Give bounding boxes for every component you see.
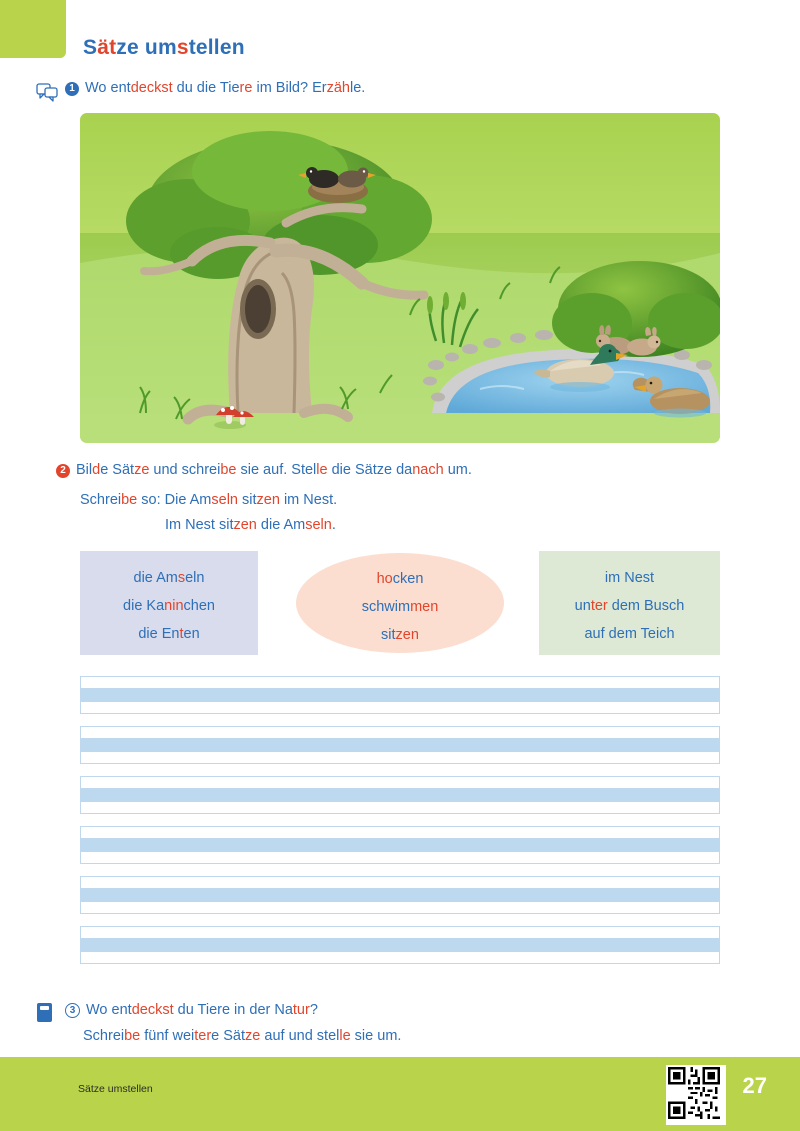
writing-line[interactable] [81, 839, 719, 852]
writing-line[interactable] [81, 752, 719, 763]
word-item: sitzen [381, 627, 419, 643]
writing-line-group[interactable] [80, 876, 720, 914]
corner-accent [0, 0, 66, 58]
writing-line-group[interactable] [80, 926, 720, 964]
word-item: die Amseln [133, 570, 205, 586]
word-box-places [539, 551, 720, 655]
writing-line-group[interactable] [80, 726, 720, 764]
writing-line[interactable] [81, 939, 719, 952]
page-title: Sätze umstellen [83, 36, 245, 59]
word-item: schwimmen [361, 599, 439, 615]
writing-line[interactable] [81, 902, 719, 913]
writing-line[interactable] [81, 927, 719, 939]
page-number: 27 [742, 1073, 767, 1098]
task-2-instruction: Bilde Sätze und schreibe sie auf. Stelle die Sätze danach um. [76, 462, 472, 478]
notebook-icon [37, 1003, 52, 1022]
writing-line[interactable] [81, 689, 719, 702]
writing-line[interactable] [81, 802, 719, 813]
word-item: die Kaninchen [123, 598, 215, 614]
qr-code[interactable] [666, 1065, 726, 1125]
word-item: unter dem Busch [574, 598, 685, 614]
task-3-text [65, 1002, 318, 1018]
writing-line[interactable] [81, 677, 719, 689]
writing-lines-area[interactable] [80, 676, 720, 976]
writing-line[interactable] [81, 727, 719, 739]
writing-line[interactable] [81, 877, 719, 889]
word-item: auf dem Teich [584, 626, 675, 642]
writing-line[interactable] [81, 777, 719, 789]
writing-line[interactable] [81, 739, 719, 752]
writing-line[interactable] [81, 702, 719, 713]
writing-line-group[interactable] [80, 826, 720, 864]
writing-line-group[interactable] [80, 776, 720, 814]
task-1-number: 1 [65, 82, 79, 96]
word-item: hocken [376, 571, 424, 587]
task-2-number: 2 [56, 464, 70, 478]
task-2-example-line-2: Im Nest sitzen die Amseln. [165, 517, 336, 533]
writing-line[interactable] [81, 952, 719, 963]
task-3-number: 3 [65, 1003, 80, 1018]
footer-label: Sätze umstellen [78, 1083, 153, 1095]
word-box-verbs [296, 553, 504, 653]
task-1-instruction: Wo entdeckst du die Tiere im Bild? Erzähle. [85, 80, 366, 96]
task-3-instruction: Wo entdeckst du Tiere in der Natur? [86, 1002, 318, 1018]
word-item: die Enten [138, 626, 200, 642]
writing-line[interactable] [81, 827, 719, 839]
page-footer [0, 1057, 800, 1131]
writing-line-group[interactable] [80, 676, 720, 714]
task-2-example-line-1: Schreibe so: Die Amseln sitzen im Nest. [80, 492, 338, 508]
speech-bubble-icon [36, 82, 58, 102]
word-box-subjects [80, 551, 258, 655]
nature-scene-illustration [80, 113, 720, 443]
task-3-instruction-line-2: Schreibe fünf weitere Sätze auf und stelle sie um. [83, 1028, 402, 1044]
task-1-text [65, 80, 365, 96]
left-margin [0, 0, 66, 1131]
word-item: im Nest [604, 570, 655, 586]
writing-line[interactable] [81, 789, 719, 802]
writing-line[interactable] [81, 889, 719, 902]
task-2-text [56, 462, 472, 478]
writing-line[interactable] [81, 852, 719, 863]
